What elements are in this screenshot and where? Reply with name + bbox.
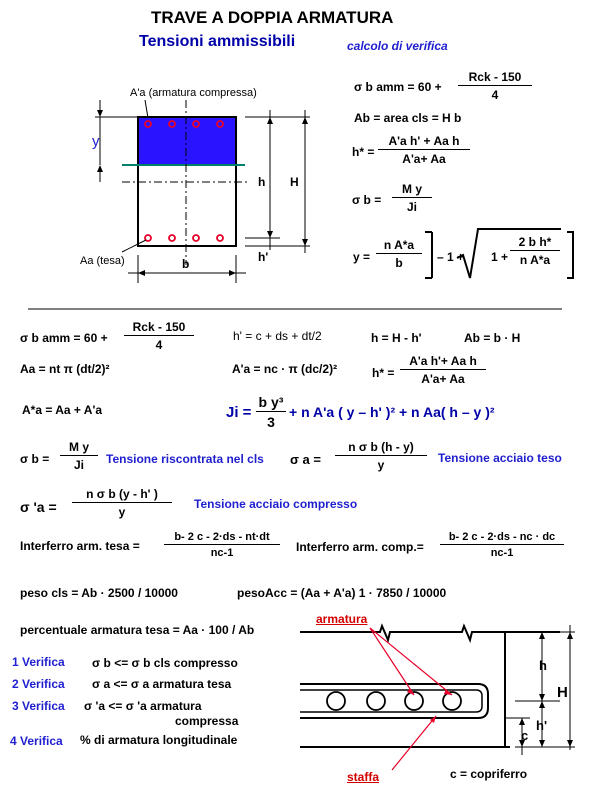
ji-rest: + n A'a ( y – h' )² + n Aa( h – y )² — [289, 404, 495, 420]
interferro-comp-frac: $\frac{b- 2 c - 2\cdot ds - nc \cdot dc}{nc-1}$ — [440, 531, 564, 559]
page-title: TRAVE A DOPPIA ARMATURA — [151, 8, 394, 27]
mid-sigma-b-frac: $\frac{\text{M y}}{Ji}$ — [60, 440, 98, 472]
verifica-4-label: 4 Verifica — [10, 734, 63, 748]
sigma-a-lhs: σ a = — [290, 452, 321, 467]
h-formula: h = H - h' — [371, 331, 422, 345]
rebar-circles — [327, 692, 461, 710]
verifica-2-text: σ a <= σ a armatura tesa — [92, 677, 232, 691]
y-inner-b: 1 + — [491, 250, 509, 264]
sigma-amm-lhs: σ b amm = 60 + — [354, 80, 442, 94]
mid-sigma-amm-frac: Rck - 150 4 — [124, 320, 194, 352]
label-armatura: armatura — [316, 612, 368, 626]
label-c: c — [521, 728, 529, 743]
label-H-bottom: H — [557, 684, 568, 701]
sigma-a-prime-desc: Tensione acciaio compresso — [194, 497, 358, 511]
compressed-zone — [138, 117, 236, 165]
label-y: y — [92, 133, 100, 150]
peso-acc: pesoAcc = (Aa + A'a) 1 · 7850 / 10000 — [237, 586, 447, 600]
mid-hstar-lhs: h* = — [372, 366, 395, 380]
percentuale: percentuale armatura tesa = Aa · 100 / Ab — [20, 623, 255, 637]
peso-cls: peso cls = Ab · 2500 / 10000 — [20, 586, 178, 600]
page-subtitle: Tensioni ammissibili — [139, 33, 296, 50]
ab-formula: Ab = area cls = H b — [354, 111, 462, 125]
sigma-a-desc: Tensione acciaio teso — [438, 451, 562, 465]
a-prime-formula: A'a = nc · π (dc/2)² — [232, 362, 338, 376]
label-h-prime-bottom: h' — [536, 718, 548, 733]
verifica-1-text: σ b <= σ b cls compresso — [92, 656, 238, 670]
sigma-b-frac: $\frac{\text{M y}}{Ji}$ — [392, 182, 432, 214]
astar-formula: A*a = Aa + A'a — [22, 403, 103, 417]
verifica-3-label: 3 Verifica — [12, 699, 65, 713]
label-compressed-rebar: A'a (armatura compressa) — [130, 87, 257, 99]
label-b: b — [182, 257, 190, 271]
aa-formula: Aa = nt π (dt/2)² — [20, 362, 110, 376]
hstar-frac: $\frac{\text{A'a h' + Aa h}}{A'a+ Aa}$ — [378, 134, 470, 166]
sigma-amm-frac: Rck - 150 4 — [458, 70, 532, 102]
sigma-a-prime-lhs: σ 'a = — [20, 499, 57, 515]
verifica-3-text: σ 'a <= σ 'a armatura — [84, 699, 202, 713]
verifica-1-label: 1 Verifica — [12, 655, 65, 669]
sigma-b-lhs: σ b = — [352, 193, 382, 207]
verifica-4-text: % di armatura longitudinale — [80, 733, 238, 747]
label-H: H — [290, 175, 299, 189]
h-prime-formula: h' = c + ds + dt/2 — [233, 329, 322, 343]
label-h-prime: h' — [258, 250, 269, 264]
mid-hstar-frac: $\frac{\text{A'a h'+ Aa h}}{A'a+ Aa}$ — [400, 354, 486, 386]
label-h: h — [258, 175, 266, 189]
mid-sigma-amm-lhs: σ b amm = 60 + — [20, 331, 108, 345]
ji-lhs: Ji = — [226, 404, 252, 421]
hstar-lhs: h* = — [352, 145, 375, 159]
label-copriferro: c = copriferro — [450, 767, 528, 781]
y-inner-a: – 1 + — [437, 250, 465, 264]
sigma-b-desc: Tensione riscontrata nel cls — [106, 452, 264, 466]
mid-sigma-b-lhs: σ b = — [20, 452, 50, 466]
interferro-tesa-frac: $\frac{b- 2 c - 2\cdot ds - nt\cdot dt}{nc-1}$ — [164, 531, 280, 559]
interferro-comp-lhs: Interferro arm. comp.= — [296, 540, 424, 554]
label-tension-rebar: Aa (tesa) — [80, 255, 125, 267]
y-sqrt-frac: $\frac{\text{2 b h*}}{\text{n A*a}}$ — [510, 235, 560, 267]
verifica-2-label: 2 Verifica — [12, 677, 65, 691]
ab-mid-formula: Ab = b · H — [464, 331, 521, 345]
label-h-bottom: h — [539, 658, 547, 673]
verifica-3-line2: compressa — [175, 714, 239, 728]
tension-rebars — [145, 235, 223, 241]
ji-frac: $\frac{\text{b y³}}{3}$ — [256, 394, 286, 430]
label-staffa: staffa — [347, 770, 380, 784]
interferro-tesa-lhs: Interferro arm. tesa = — [20, 539, 140, 553]
subtitle-note: calcolo di verifica — [347, 39, 448, 53]
sigma-a-prime-frac: $\frac{\text{n σ b (y - h' )}}{y}$ — [72, 487, 172, 519]
y-lhs: y = — [353, 250, 371, 264]
y-frac: $\frac{\text{n A*a}}{b}$ — [376, 238, 422, 270]
sigma-a-frac: $\frac{\text{n σ b (h - y)}}{y}$ — [335, 440, 427, 472]
